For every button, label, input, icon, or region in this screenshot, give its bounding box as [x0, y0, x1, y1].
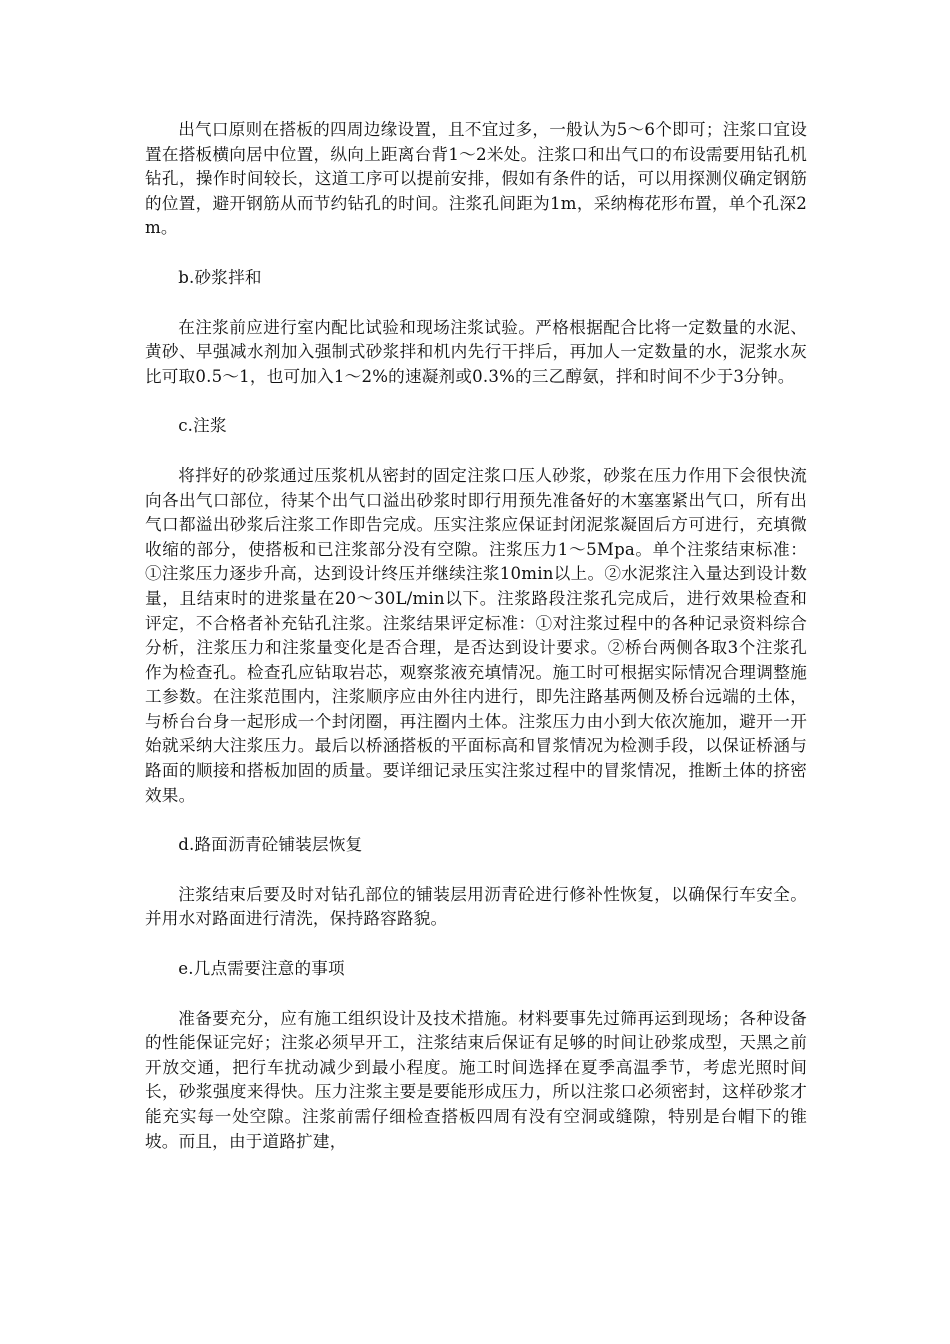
paragraph-grouting: 将拌好的砂浆通过压浆机从密封的固定注浆口压人砂浆，砂浆在压力作用下会很快流向各出气口部位，待某个出气口溢出砂浆时即行用预先准备好的木塞塞紧出气口，所有出气口都溢出砂浆后注浆工作即告完成。压实注浆应保证封闭泥浆凝固后方可进行，充填微收缩的部分，使搭板和已注浆部分没有空隙。注浆压力1～5Mpa。单个注浆结束标准：①注浆压力逐步升高，达到设计终压并继续注浆10min以上。②水泥浆注入量达到设计数量，且结束时的进浆量在20～30L/min以下。注浆路段注浆孔完成后，进行效果检查和评定，不合格者补充钻孔注浆。注浆结果评定标准：①对注浆过程中的各种记录资料综合分析，注浆压力和注浆量变化是否合理，是否达到设计要求。②桥台两侧各取3个注浆孔作为检查孔。检查孔应钻取岩芯，观察浆液充填情况。施工时可根据实际情况合理调整施工参数。在注浆范围内，注浆顺序应由外往内进行，即先注路基两侧及桥台远端的土体，与桥台台身一起形成一个封闭圈，再注圈内土体。注浆压力由小到大依次施加，避开一开始就采纳大注浆压力。最后以桥涵搭板的平面标高和冒浆情况为检测手段，以保证桥涵与路面的顺接和搭板加固的质量。要详细记录压实注浆过程中的冒浆情况，推断土体的挤密效果。	[145, 465, 807, 805]
paragraph-asphalt-restoration: 注浆结束后要及时对钻孔部位的铺装层用沥青砼进行修补性恢复，以确保行车安全。并用水对路面进行清洗，保持路容路貌。	[145, 884, 807, 929]
heading-precautions: e.几点需要注意的事项	[178, 959, 345, 979]
document-page	[145, 118, 807, 1154]
heading-asphalt-restoration: d.路面沥青砼铺装层恢复	[178, 835, 363, 855]
paragraph-outlet-layout: 出气口原则在搭板的四周边缘设置，且不宜过多，一般认为5～6个即可；注浆口宜设置在搭板横向居中位置，纵向上距离台背1～2米处。注浆口和出气口的布设需要用钻孔机钻孔，操作时间较长，这道工序可以提前安排，假如有条件的话，可以用探测仪确定钢筋的位置，避开钢筋从而节约钻孔的时间。注浆孔间距为1m，采纳梅花形布置，单个孔深2m。	[145, 120, 807, 238]
heading-grouting: c.注浆	[178, 416, 227, 436]
heading-mortar-mixing: b.砂浆拌和	[178, 267, 262, 287]
paragraph-mortar-mixing: 在注浆前应进行室内配比试验和现场注浆试验。严格根据配合比将一定数量的水泥、黄砂、早强减水剂加入强制式砂浆拌和机内先行干拌后，再加人一定数量的水，泥浆水灰比可取0.5～1，也可加入1～2%的速凝剂或0.3%的三乙醇氨，拌和时间不少于3分钟。	[145, 317, 807, 386]
paragraph-precautions: 准备要充分，应有施工组织设计及技术措施。材料要事先过筛再运到现场；各种设备的性能保证完好；注浆必须早开工，注浆结束后保证有足够的时间让砂浆成型，天黑之前开放交通，把行车扰动减少到最小程度。施工时间选择在夏季高温季节，考虑光照时间长，砂浆强度来得快。压力注浆主要是要能形成压力，所以注浆口必须密封，这样砂浆才能充实每一处空隙。注浆前需仔细检查搭板四周有没有空洞或缝隙，特别是台帽下的锥坡。而且，由于道路扩建，	[145, 1008, 807, 1151]
